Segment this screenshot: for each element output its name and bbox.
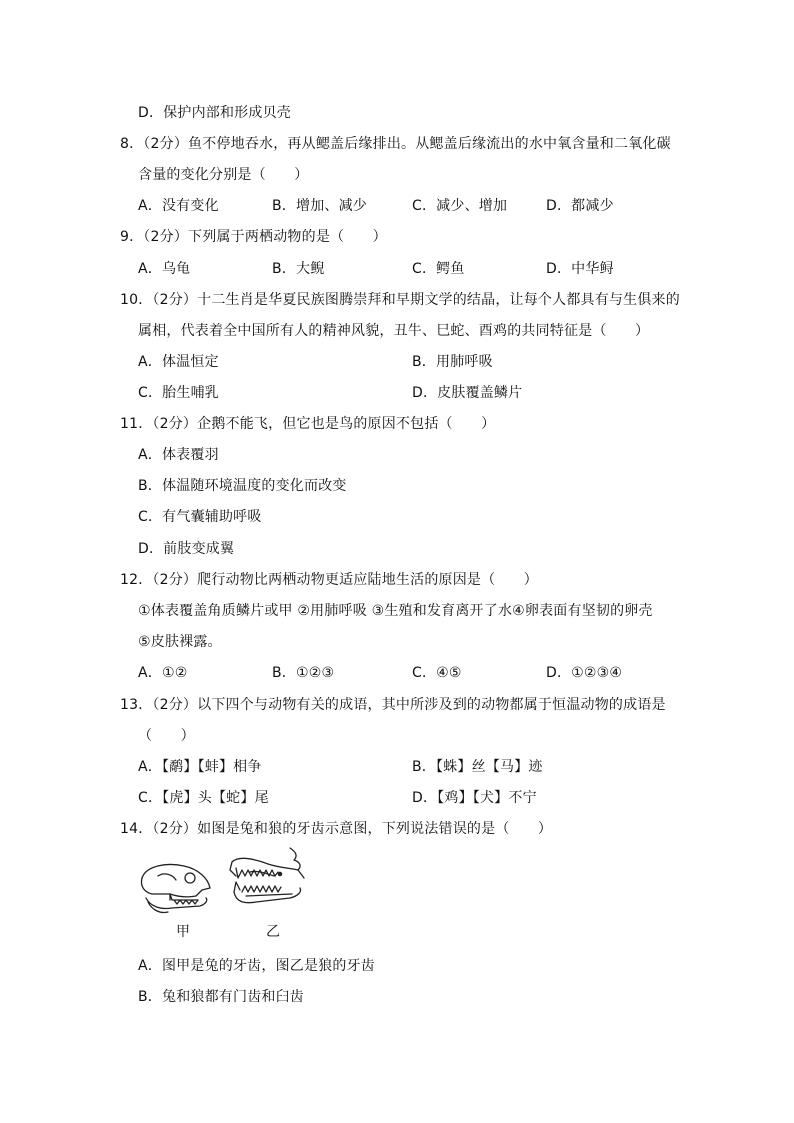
q11-option-a: A．体表覆羽 — [138, 447, 219, 463]
q10-stem-line2: 属相，代表着全中国所有人的精神风貌，丑牛、巳蛇、酉鸡的共同特征是（ ） — [138, 323, 650, 339]
q11-option-b: B．体温随环境温度的变化而改变 — [138, 478, 347, 494]
q12-stem: 12．（2分）爬行动物比两栖动物更适应陆地生活的原因是（ ） — [120, 572, 538, 588]
q8-option-d: D．都减少 — [546, 198, 614, 214]
figure-label-b: 乙 — [266, 924, 280, 940]
q13-option-c: C．【虎】头【蛇】尾 — [138, 790, 269, 806]
q10-option-a: A．体温恒定 — [138, 354, 219, 370]
q12-option-b: B．①②③ — [272, 665, 335, 681]
q11-option-c: C．有气囊辅助呼吸 — [138, 509, 262, 525]
q8-stem-line1: 8．（2分）鱼不停地吞水，再从鳃盖后缘排出。从鳃盖后缘流出的水中氧含量和二氧化碳 — [120, 136, 671, 152]
q13-option-b: B．【蛛】丝【马】迹 — [412, 759, 543, 775]
q13-option-a: A．【鹬】【蚌】相争 — [138, 759, 262, 775]
wolf-teeth-drawing — [228, 844, 318, 924]
figure-label-a: 甲 — [176, 924, 190, 940]
q14-option-b: B．兔和狼都有门齿和臼齿 — [138, 989, 305, 1005]
q12-option-d: D．①②③④ — [546, 665, 623, 681]
q10-stem-line1: 10．（2分）十二生肖是华夏民族图腾崇拜和早期文学的结晶，让每个人都具有与生俱来的 — [120, 292, 680, 308]
q12-items-line1: ①体表覆盖角质鳞片或甲 ②用肺呼吸 ③生殖和发育离开了水④卵表面有坚韧的卵壳 — [138, 603, 653, 619]
q10-option-b: B．用肺呼吸 — [412, 354, 493, 370]
q10-option-d: D．皮肤覆盖鳞片 — [412, 385, 523, 401]
q13-stem-line2: （ ） — [138, 728, 195, 744]
q14-option-a: A．图甲是兔的牙齿，图乙是狼的牙齿 — [138, 958, 375, 974]
q8-option-a: A．没有变化 — [138, 198, 219, 214]
q10-option-c: C．胎生哺乳 — [138, 385, 219, 401]
q7-option-d: D．保护内部和形成贝壳 — [138, 105, 291, 121]
rabbit-teeth-drawing — [136, 852, 216, 924]
q12-option-a: A．①② — [138, 665, 188, 681]
q8-option-b: B．增加、减少 — [272, 198, 368, 214]
q11-option-d: D．前肢变成翼 — [138, 541, 235, 557]
q8-option-c: C．减少、增加 — [412, 198, 508, 214]
q12-items-line2: ⑤皮肤裸露。 — [138, 634, 222, 650]
q14-stem: 14．（2分）如图是兔和狼的牙齿示意图，下列说法错误的是（ ） — [120, 821, 553, 837]
q9-stem: 9．（2分）下列属于两栖动物的是（ ） — [120, 229, 387, 245]
q8-stem-line2: 含量的变化分别是（ ） — [138, 167, 309, 183]
teeth-figure — [136, 852, 326, 944]
q9-option-d: D．中华鲟 — [546, 261, 614, 277]
q12-option-c: C．④⑤ — [412, 665, 462, 681]
q9-option-b: B．大鲵 — [272, 261, 325, 277]
q9-option-a: A．乌龟 — [138, 261, 191, 277]
q9-option-c: C．鳄鱼 — [412, 261, 465, 277]
q11-stem: 11．（2分）企鹅不能飞，但它也是鸟的原因不包括（ ） — [120, 416, 496, 432]
q13-stem-line1: 13．（2分）以下四个与动物有关的成语，其中所涉及到的动物都属于恒温动物的成语是 — [120, 697, 666, 713]
q13-option-d: D．【鸡】【犬】不宁 — [412, 790, 537, 806]
